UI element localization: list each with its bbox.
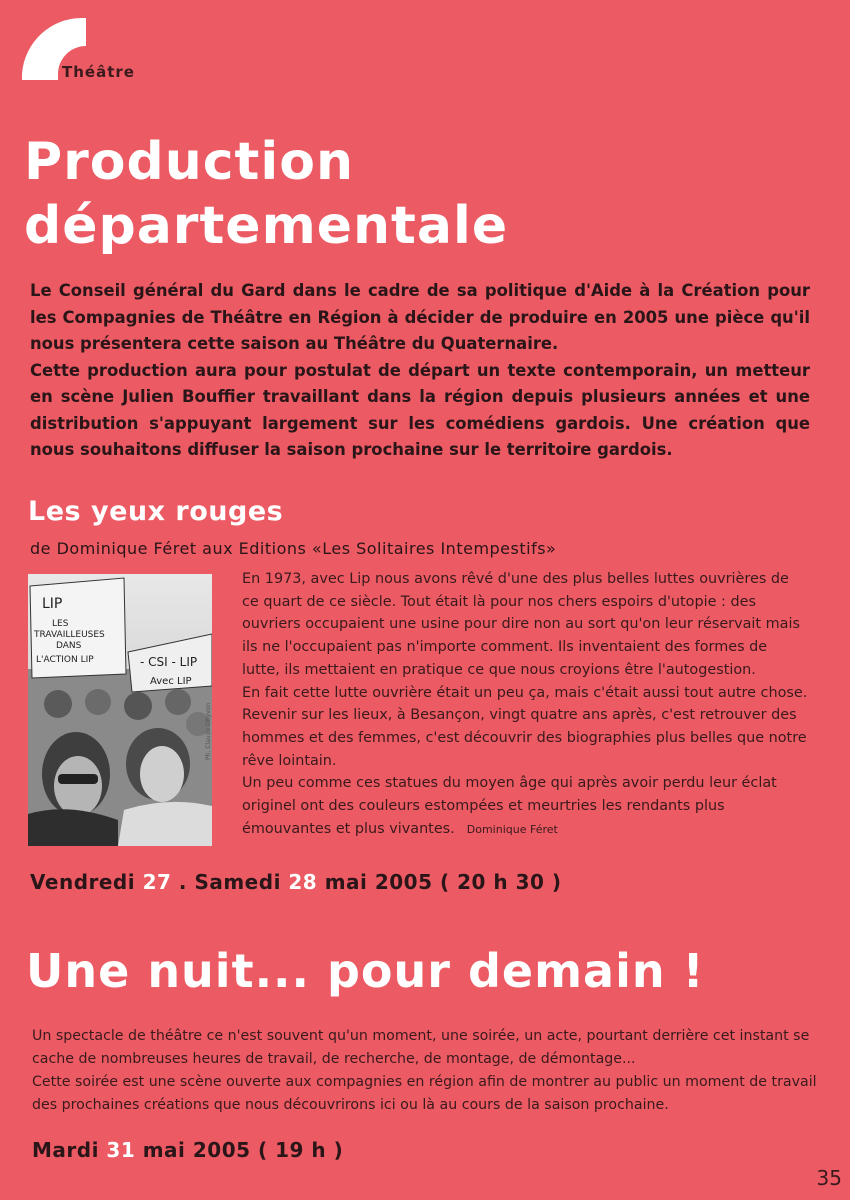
sign-text-2: LES <box>52 619 69 629</box>
page-title <box>24 130 508 258</box>
event-date-part-1: Mardi <box>32 1138 107 1162</box>
photo-credit: Ph. Claude Dityvon <box>205 702 212 760</box>
quote-signature: Dominique Féret <box>466 822 558 836</box>
intro-paragraph-1: Le Conseil général du Gard dans le cadre de sa politique d'Aide à la Création pour les Compagnies de Théâtre en Région à décider de produire en 2005 une pièce qu'il nous présentera cette saison au Théâtre du Quaternaire. <box>30 281 810 353</box>
quote-paragraph-1: En 1973, avec Lip nous avons rêvé d'une des plus belles luttes ouvrières de ce quart de ce siècle. Tout était là pour nos chers espoirs d'utopie : des ouvriers occupaient une usine pour dire non au sort qu'on leur réservait mais ils ne l'occupaient pas n'importe comment. Ils inventaient des formes de lutte, ils mettaient en pratique ce que nous croyions être l'autogestion. <box>242 571 800 678</box>
event-paragraph-1: Un spectacle de théâtre ce n'est souvent qu'un moment, une soirée, un acte, pourtant derrière cet instant se cache de nombreuses heures de travail, de recherche, de montage, de démontage... <box>32 1028 810 1067</box>
intro-paragraph-2: Cette production aura pour postulat de départ un texte contemporain, un metteur en scène Julien Bouffier travaillant dans la région depuis plusieurs années et une distribution s'appuyant largement sur les comédiens gardois. Une création que nous souhaitons diffuser la saison prochaine sur le territoire gardois. <box>30 360 810 459</box>
event-title: Une nuit... pour demain ! <box>26 944 705 998</box>
page-number: 35 <box>816 1166 842 1190</box>
play-date-day-1: 27 <box>142 870 172 894</box>
sign-text-4: DANS <box>56 641 82 651</box>
play-date-part-1: Vendredi <box>30 870 143 894</box>
play-quote <box>242 568 808 841</box>
event-date-part-2: mai 2005 ( 19 h ) <box>135 1138 344 1162</box>
protest-photo <box>28 574 212 846</box>
title-line-1: Production <box>24 132 354 192</box>
play-date-day-2: 28 <box>288 870 318 894</box>
sign-text-7: Avec LIP <box>150 676 192 687</box>
section-label: Théâtre <box>62 63 135 81</box>
play-dates <box>30 870 562 894</box>
quote-paragraph-3-text: Un peu comme ces statues du moyen âge qui après avoir perdu leur éclat originel ont des couleurs estompées et meurtries les rendants plus émouvantes et plus vivantes. <box>242 775 777 837</box>
quote-paragraph-2: En fait cette lutte ouvrière était un peu ça, mais c'était aussi tout autre chose. Revenir sur les lieux, à Besançon, vingt quatre ans après, c'est retrouver des hommes et des femmes, c'est découvrir des biographies plus belles que notre rêve lointain. <box>242 684 808 769</box>
quote-paragraph-3 <box>242 772 808 841</box>
intro-text <box>30 278 810 464</box>
event-text <box>32 1025 822 1117</box>
sign-text-5: L'ACTION LIP <box>36 655 94 665</box>
play-title: Les yeux rouges <box>28 496 284 527</box>
play-date-part-2: . Samedi <box>171 870 289 894</box>
sign-text-6: - CSI - LIP <box>140 655 198 669</box>
event-date <box>32 1138 343 1162</box>
event-date-day: 31 <box>106 1138 136 1162</box>
event-paragraph-2: Cette soirée est une scène ouverte aux compagnies en région afin de montrer au public un moment de travail des prochaines créations que nous découvrirons ici ou là au cours de la saison prochaine. <box>32 1074 817 1113</box>
sign-text-3: TRAVAILLEUSES <box>34 630 105 640</box>
sign-text-1: LIP <box>42 596 63 612</box>
title-line-2: départementale <box>24 196 509 256</box>
play-author: de Dominique Féret aux Editions «Les Solitaires Intempestifs» <box>30 539 557 558</box>
play-date-part-3: mai 2005 ( 20 h 30 ) <box>317 870 562 894</box>
